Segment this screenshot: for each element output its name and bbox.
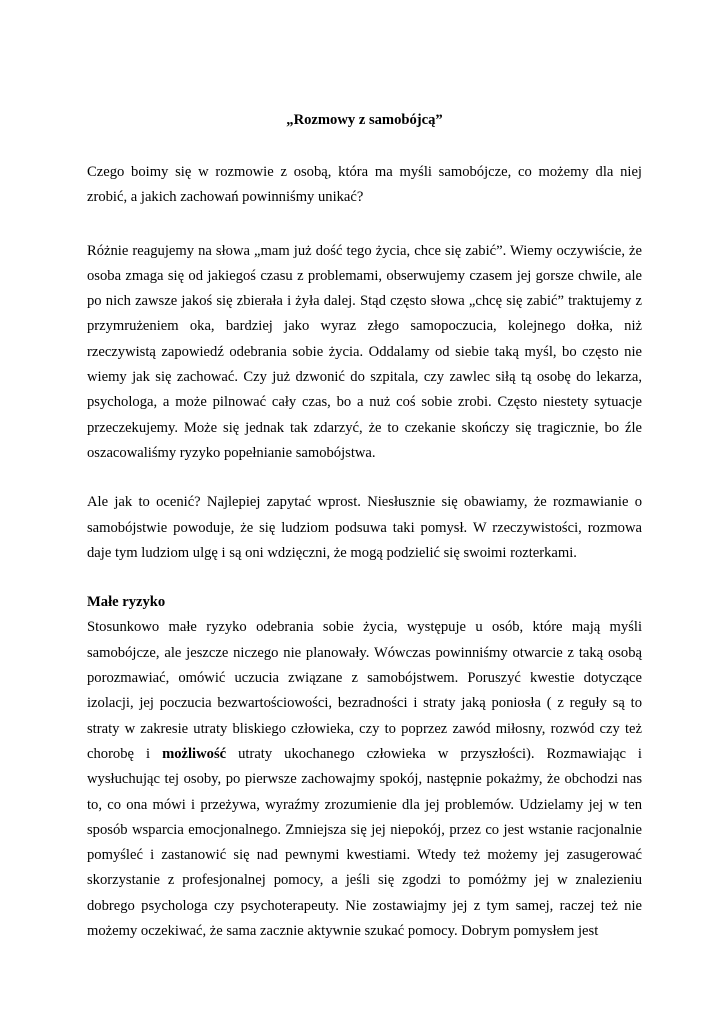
document-page: [87, 108, 642, 944]
section-bold-word: możliwość: [162, 745, 227, 762]
document-title: „Rozmowy z samobójcą”: [286, 112, 443, 128]
section-paragraph: [87, 615, 642, 944]
section-heading: Małe ryzyko: [87, 594, 166, 611]
body-paragraph-reactions: Różnie reagujemy na słowa „mam już dość tego życia, chce się zabić”. Wiemy oczywiście, że osoba zmaga się od jakiegoś czasu z problemami, obserwujemy czasem jej gorsze chwile, ale po nich zawsze jakoś się zbierała i żyła dalej. Stąd często słowa „chcę się zabić” traktujemy z przymrużeniem oka, bardziej jako wyraz złego samopoczucia, kolejnego dołka, niż rzeczywistą zapowiedź odebrania sobie życia. Oddalamy od siebie taką myśl, bo często nie wiemy jak się zachować. Czy już dzwonić do szpitala, czy zawlec siłą tą osobę do lekarza, psychologa, a może pilnować cały czas, bo a nuż coś sobie zrobi. Często niestety sytuacje przeczekujemy. Może się jednak tak zdarzyć, że to czekanie skończy się tragicznie, bo źle oszacowaliśmy ryzyko popełnianie samobójstwa.: [87, 242, 642, 461]
section-text-part-1: Stosunkowo małe ryzyko odebrania sobie życia, występuje u osób, które mają myśli samobójcze, ale jeszcze niczego nie planowały. Wówczas powinniśmy otwarcie z taką osobą porozmawiać, omówić uczucia związane z samobójstwem. Poruszyć kwestie dotyczące izolacji, jej poczucia bezwartościowości, bezradności i straty jaką poniosła ( z reguły są to straty w zakresie utraty bliskiego człowieka, czy to poprzez zawód miłosny, rozwód czy też chorobę i: [87, 619, 642, 762]
intro-paragraph: Czego boimy się w rozmowie z osobą, która ma myśli samobójcze, co możemy dla niej zrobić, a jakich zachowań powinniśmy unikać?: [87, 164, 642, 206]
body-paragraph-assessment: Ale jak to ocenić? Najlepiej zapytać wprost. Niesłusznie się obawiamy, że rozmawianie o samobójstwie powoduje, że się ludziom podsuwa taki pomysł. W rzeczywistości, rozmowa daje tym ludziom ulgę i są oni wdzięczni, że mogą podzielić się swoimi rozterkami.: [87, 494, 642, 561]
section-text-part-2: utraty ukochanego człowieka w przyszłości). Rozmawiając i wysłuchując tej osoby, po pierwsze zachowajmy spokój, następnie pokażmy, że obchodzi nas to, co ona mówi i przeżywa, wyraźmy zrozumienie dla jej problemów. Udzielamy jej w ten sposób wsparcia emocjonalnego. Zmniejsza się jej niepokój, przez co jest wstanie racjonalnie pomyśleć i zastanowić się nad pewnymi kwestiami. Wtedy też możemy jej zasugerować skorzystanie z profesjonalnej pomocy, a jeśli się zgodzi to pomóżmy jej w znalezieniu dobrego psychologa czy psychoterapeuty. Nie zostawiajmy jej z tym samej, raczej też nie możemy oczekiwać, że sama zacznie aktywnie szukać pomocy. Dobrym pomysłem jest: [87, 745, 642, 940]
